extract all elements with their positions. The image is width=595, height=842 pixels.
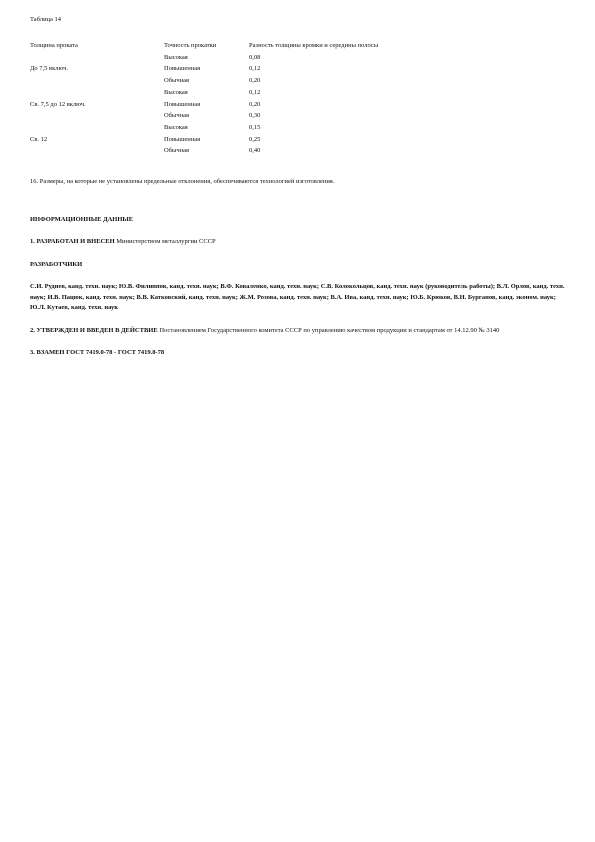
accuracy-cell: Высокая: [164, 123, 188, 131]
table-row: [30, 75, 469, 87]
table-row: [30, 145, 469, 157]
difference-cell: 0,15: [249, 123, 261, 131]
info-item-developed-label: 1. РАЗРАБОТАН И ВНЕСЕН: [30, 238, 115, 246]
info-item-replaced: [30, 348, 565, 358]
info-item-approved-label: 2. УТВЕРЖДЕН И ВВЕДЕН В ДЕЙСТВИЕ: [30, 326, 158, 334]
accuracy-cell: Повышенная: [164, 65, 201, 73]
info-item-approved: [30, 326, 565, 336]
accuracy-cell: Повышенная: [164, 135, 201, 143]
accuracy-cell: Повышенная: [164, 100, 201, 108]
info-section: [30, 215, 565, 371]
info-item-approved-text: Постановлением Государственного комитета СССР по управлению качеством продукции и стандартам от 14.12.90 № 3140: [157, 326, 500, 334]
developers-list-text: С.И. Руднев, канд. техн. наук; Ю.В. Филиппов, канд. техн. наук; В.Ф. Коваленко, канд. техн. наук; С.В. Колокольцов, канд. техн. наук (руководитель работы); В.Л. Орлов, канд. техн. наук; И.В. Пацюк, канд. техн. наук; В.В. Катковский, канд. техн. наук; Ж.М. Розова, канд. техн. наук; В.А. Ива, канд. техн. наук; Ю.Б. Крюков, В.Н. Бурганов, канд. эконом. наук; Ю.Л. Кутаев, канд. техн. наук: [30, 283, 565, 311]
header-accuracy: Точность прокатки: [164, 42, 217, 49]
thickness-cell: [30, 145, 164, 157]
difference-cell: 0,12: [249, 65, 261, 73]
thickness-cell: [30, 122, 164, 134]
thickness-cell: До 7,5 включ.: [30, 65, 69, 73]
accuracy-cell: Высокая: [164, 88, 188, 96]
thickness-cell: [30, 87, 164, 99]
accuracy-cell: Обычная: [164, 77, 189, 85]
table-row: [30, 134, 469, 146]
accuracy-cell: Обычная: [164, 147, 189, 155]
table-row: [30, 99, 469, 111]
difference-cell: 0,08: [249, 53, 261, 61]
developers-heading-text: РАЗРАБОТЧИКИ: [30, 260, 83, 268]
info-heading: [30, 215, 565, 225]
table-row: [30, 52, 469, 64]
info-heading-text: ИНФОРМАЦИОННЫЕ ДАННЫЕ: [30, 216, 134, 223]
difference-cell: 0,12: [249, 88, 261, 96]
thickness-cell: Св. 7,5 до 12 включ.: [30, 100, 86, 108]
thickness-cell: [30, 75, 164, 87]
thickness-cell: Св. 12: [30, 135, 48, 143]
difference-cell: 0,20: [249, 77, 261, 85]
table-header-row: [30, 40, 469, 52]
difference-cell: 0,25: [249, 135, 261, 143]
developers-list: [30, 282, 565, 313]
thickness-cell: [30, 52, 164, 64]
table-row: [30, 122, 469, 134]
accuracy-cell: Обычная: [164, 112, 189, 120]
info-item-replaced-text: 3. ВЗАМЕН ГОСТ 7419.0-78 - ГОСТ 7419.8-78: [30, 349, 165, 357]
difference-cell: 0,30: [249, 112, 261, 120]
header-thickness: Толщина проката: [30, 42, 78, 49]
note-paragraph: 16. Размеры, на которые не установлены предельные отклонения, обеспечиваются технологией изготовления.: [30, 178, 335, 185]
table-row: [30, 110, 469, 122]
table-caption: Таблица 14: [30, 16, 62, 23]
developers-heading: [30, 260, 565, 270]
table-row: [30, 63, 469, 75]
info-item-developed-text: Министерством металлургии СССР: [114, 238, 216, 246]
difference-cell: 0,20: [249, 100, 261, 108]
info-item-developed: [30, 237, 565, 247]
header-difference: Разность толщины кромки и середины полосы: [249, 42, 379, 49]
thickness-cell: [30, 110, 164, 122]
accuracy-cell: Высокая: [164, 53, 188, 61]
table-row: [30, 87, 469, 99]
tolerance-table: [30, 40, 469, 157]
difference-cell: 0,40: [249, 147, 261, 155]
